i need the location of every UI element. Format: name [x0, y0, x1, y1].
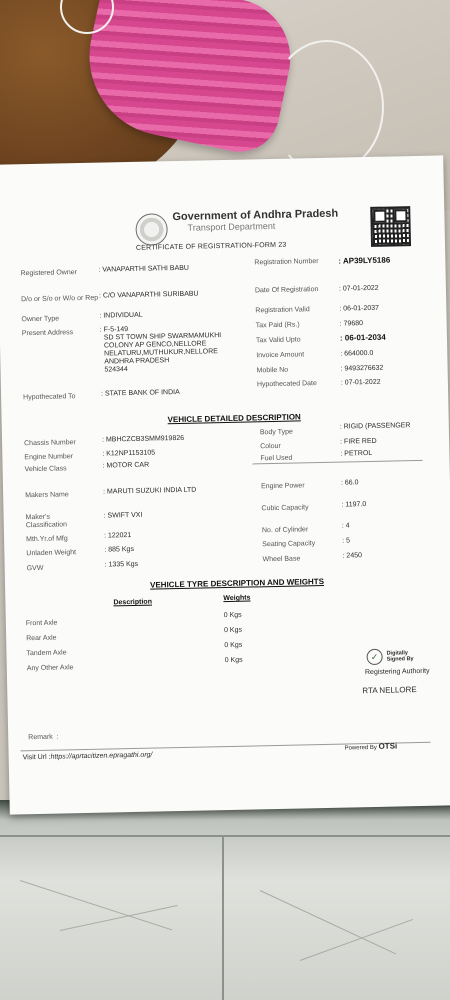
chassis-value: : MBHCZCB3SMM919826 — [101, 434, 185, 444]
registered-owner-label: Registered Owner — [20, 269, 78, 278]
reg-number-text: AP39LY5186 — [342, 255, 391, 266]
tyre-section-title: VEHICLE TYRE DESCRIPTION AND WEIGHTS — [149, 576, 325, 590]
wheelbase-label: Wheel Base — [262, 555, 301, 564]
powered-by — [344, 742, 397, 752]
wheelbase-text: 2450 — [346, 552, 363, 560]
address-label: Present Address — [21, 329, 74, 338]
mask-string-right — [270, 40, 384, 174]
weights-header: Weights — [223, 594, 251, 603]
reg-valid-text: 06-01-2037 — [343, 304, 380, 313]
tandem-axle-label: Tandem Axle — [26, 649, 67, 658]
registration-certificate — [0, 155, 450, 814]
cylinders-value: : 4 — [341, 522, 350, 530]
maker-text: MARUTI SUZUKI INDIA LTD — [106, 486, 197, 496]
rear-axle-label: Rear Axle — [26, 634, 57, 643]
hyp-date-text: 07-01-2022 — [344, 378, 381, 387]
engine-power-value: : 66.0 — [340, 479, 359, 487]
rear-axle-weight: 0 Kgs — [223, 626, 243, 635]
invoice-text: 664000.0 — [344, 349, 374, 358]
visit-url-label: Visit Url — [22, 753, 47, 762]
reg-valid-value: : 06-01-2037 — [339, 304, 380, 313]
colour-text: FIRE RED — [343, 437, 377, 446]
owner-type-text: INDIVIDUAL — [103, 311, 143, 320]
govt-title: Government of Andhra Pradesh — [172, 207, 339, 224]
classification-value: : SWIFT VXI — [103, 511, 143, 520]
fuel-label: Fuel Used — [260, 454, 293, 463]
tax-paid-value: : 79680 — [339, 320, 364, 328]
visit-url-link[interactable]: https://aprtacitizen.epragathi.org/ — [50, 751, 153, 761]
seating-value: : 5 — [342, 537, 351, 545]
mobile-value: : 9493276632 — [340, 364, 384, 373]
seating-text: 5 — [346, 537, 351, 545]
classification-text: SWIFT VXI — [107, 511, 143, 520]
dow-value: : C/O VANAPARTHI SURIBABU — [98, 290, 199, 300]
other-axle-weight: 0 Kgs — [224, 656, 243, 665]
mfg-value: : 122021 — [103, 532, 132, 540]
front-axle-label: Front Axle — [25, 619, 58, 628]
address-value: : F-5-149 SD ST TOWN SHIP SWARMAMUKHI COLONY AP GENCO,NELLORE NELATURU,MUTHUKUR,NELLORE ANDHRA PRADESH 524344 — [99, 326, 222, 374]
visit-url: Visit Url :https://aprtacitizen.epragathi.org/ — [22, 751, 153, 762]
address-line-5: ANDHRA PRADESH — [104, 357, 170, 366]
tandem-axle-weight: 0 Kgs — [224, 641, 243, 650]
cc-text: 1197.0 — [345, 501, 367, 509]
registering-authority: Registering Authority — [364, 667, 430, 677]
address-line-6: 524344 — [104, 366, 128, 374]
registered-owner-value: : VANAPARTHI SATHI BABU — [98, 264, 190, 274]
chassis-label: Chassis Number — [24, 439, 76, 448]
tax-valid-label: Tax Valid Upto — [255, 336, 301, 345]
hypothecated-to-text: STATE BANK OF INDIA — [104, 388, 180, 398]
address-line-1: F-5-149 — [103, 326, 129, 334]
owner-type-label: Owner Type — [21, 315, 60, 324]
body-label: Body Type — [259, 428, 293, 437]
vehicle-section-title: VEHICLE DETAILED DESCRIPTION — [167, 412, 301, 425]
engine-power-text: 66.0 — [344, 479, 359, 487]
reg-date-value: : 07-01-2022 — [338, 284, 379, 293]
maker-label: Makers Name — [25, 491, 69, 500]
unladen-value: : 885 Kgs — [104, 545, 134, 554]
invoice-value: : 664000.0 — [340, 349, 374, 358]
cc-value: : 1197.0 — [341, 501, 367, 509]
dow-text: C/O VANAPARTHI SURIBABU — [102, 290, 199, 300]
fuel-text: PETROL — [344, 449, 373, 458]
seating-label: Seating Capacity — [262, 540, 316, 549]
body-text: RIGID (PASSENGER — [343, 422, 411, 431]
gvw-value: : 1335 Kgs — [104, 560, 139, 569]
qr-code-icon — [370, 206, 411, 247]
hyp-date-label: Hypothecated Date — [256, 380, 317, 389]
gvw-label: GVW — [26, 564, 44, 573]
description-header: Description — [113, 598, 153, 607]
address-line-2: SD ST TOWN SHIP SWARMAMUKHI — [103, 332, 222, 342]
engine-text: K12NP1153105 — [106, 449, 156, 458]
chassis-text: MBHCZCB3SMM919826 — [105, 434, 185, 444]
engine-value: : K12NP1153105 — [102, 449, 156, 458]
engine-label: Engine Number — [24, 453, 74, 462]
hypothecated-to-label: Hypothecated To — [23, 393, 76, 402]
tax-valid-text: 06-01-2034 — [344, 332, 386, 343]
front-axle-weight: 0 Kgs — [223, 611, 242, 620]
ap-emblem-icon — [135, 213, 168, 246]
other-axle-label: Any Other Axle — [26, 664, 74, 673]
mfg-label: Mth.Yr.of Mfg — [26, 535, 68, 544]
reg-date-label: Date Of Registration — [254, 286, 319, 295]
dept-title: Transport Department — [187, 220, 276, 233]
gvw-text: 1335 Kgs — [108, 560, 139, 569]
owner-type-value: : INDIVIDUAL — [99, 311, 143, 320]
cc-label: Cubic Capacity — [261, 504, 309, 513]
class-label: Vehicle Class — [24, 465, 67, 474]
cylinders-label: No. of Cylinder — [261, 526, 309, 535]
otsi-logo: OTSi — [378, 741, 398, 751]
reg-date-text: 07-01-2022 — [342, 284, 379, 293]
rta-office: RTA NELLORE — [362, 685, 417, 696]
class-text: MOTOR CAR — [106, 461, 150, 470]
reg-number-label: Registration Number — [254, 258, 319, 267]
hyp-date-value: : 07-01-2022 — [340, 378, 381, 387]
digitally-signed-text: Digitally Signed By — [386, 650, 414, 663]
reg-valid-label: Registration Valid — [255, 306, 310, 315]
registered-owner-text: VANAPARTHI SATHI BABU — [102, 264, 190, 274]
mfg-text: 122021 — [107, 532, 132, 540]
engine-power-label: Engine Power — [260, 482, 305, 491]
wheelbase-value: : 2450 — [342, 552, 363, 560]
signed-check-icon: ✓ — [366, 649, 382, 665]
mobile-label: Mobile No — [256, 366, 289, 375]
cylinders-text: 4 — [345, 522, 350, 530]
colour-value: : FIRE RED — [340, 437, 377, 446]
remark-label-text: Remark — [28, 733, 53, 742]
colour-label: Colour — [260, 442, 281, 451]
hypothecated-to-value: : STATE BANK OF INDIA — [100, 388, 180, 398]
form-title: CERTIFICATE OF REGISTRATION-FORM 23 — [135, 241, 287, 252]
address-line-3: COLONY AP GENCO,NELLORE — [103, 340, 207, 350]
tax-paid-label: Tax Paid (Rs.) — [255, 321, 300, 330]
classification-label: Maker's Classification — [25, 513, 68, 530]
unladen-label: Unladen Weight — [26, 549, 77, 558]
class-value: : MOTOR CAR — [102, 461, 150, 470]
mobile-text: 9493276632 — [344, 364, 384, 373]
address-line-4: NELATURU,MUTHUKUR,NELLORE — [104, 348, 219, 358]
maker-value: : MARUTI SUZUKI INDIA LTD — [103, 486, 197, 496]
dow-label: D/o or S/o or W/o or Rep — [21, 294, 99, 304]
powered-by-label: Powered By — [344, 744, 377, 752]
reg-number-value: : AP39LY5186 — [338, 255, 391, 266]
tax-paid-text: 79680 — [343, 320, 364, 328]
tile-floor — [0, 800, 450, 1000]
body-value: : RIGID (PASSENGER — [339, 422, 411, 431]
unladen-text: 885 Kgs — [108, 545, 134, 554]
tax-valid-value: : 06-01-2034 — [339, 332, 386, 343]
fuel-value: : PETROL — [340, 449, 373, 458]
remark-label: Remark : — [28, 733, 59, 742]
invoice-label: Invoice Amount — [256, 351, 305, 360]
